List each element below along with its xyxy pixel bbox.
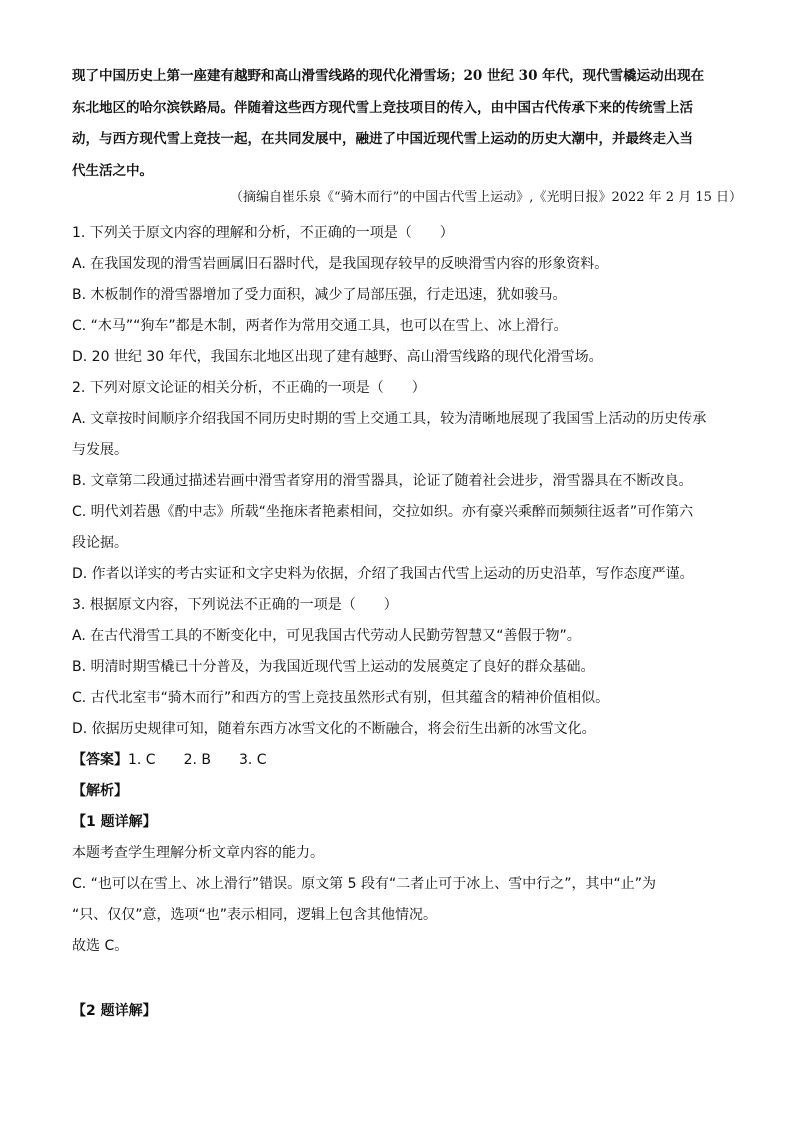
option-b: B. 文章第二段通过描述岩画中滑雪者穿用的滑雪器具，论证了随着社会进步，滑雪器具在不断改良。 (72, 473, 693, 489)
question-stem: 1. 下列关于原文内容的理解和分析，不正确的一项是（ ） (72, 225, 454, 241)
detail-1-line: C. “也可以在雪上、冰上滑行”错误。原文第 5 段有“二者止可于冰上、雪中行之”，其中“止”为 (72, 876, 656, 892)
option-d: D. 依据历史规律可知，随着东西方冰雪文化的不断融合，将会衍生出新的冰雪文化。 (72, 721, 596, 737)
passage-line: 代生活之中。 (72, 162, 153, 179)
option-c: C. 古代北室韦“骑木而行”和西方的雪上竞技虽然形式有别，但其蕴含的精神价值相似。 (72, 690, 610, 706)
detail-2-title: 【2 题详解】 (72, 1003, 157, 1019)
answer-section (72, 745, 737, 962)
option-a-cont: 与发展。 (72, 442, 128, 458)
option-b: B. 明清时期雪橇已十分普及，为我国近现代雪上运动的发展奠定了良好的群众基础。 (72, 659, 595, 675)
passage-line: 现了中国历史上第一座建有越野和高山滑雪线路的现代化滑雪场；20 世纪 30 年代，现代雪橇运动出现在 (72, 68, 705, 84)
option-a: A. 在古代滑雪工具的不断变化中，可见我国古代劳动人民勤劳智慧又“善假于物”。 (72, 628, 581, 644)
question-stem: 3. 根据原文内容，下列说法不正确的一项是（ ） (72, 597, 398, 613)
passage-text (72, 61, 732, 187)
option-b: B. 木板制作的滑雪器增加了受力面积，减少了局部压强，行走迅速，犹如骏马。 (72, 287, 567, 303)
question-3 (72, 590, 737, 745)
question-2 (72, 373, 737, 590)
answer-tag: 【答案】 (72, 752, 128, 768)
detail-2 (72, 996, 737, 1027)
answer-text: 1. C 2. B 3. C (128, 752, 267, 768)
option-a: A. 文章按时间顺序介绍我国不同历史时期的雪上交通工具，较为清晰地展现了我国雪上活动的历史传承 (72, 411, 707, 427)
analysis-tag: 【解析】 (72, 783, 128, 799)
option-d: D. 作者以详实的考古实证和文字史料为依据，介绍了我国古代雪上运动的历史沿革，写作态度严谨。 (72, 566, 694, 582)
answer-line (72, 745, 737, 776)
option-a: A. 在我国发现的滑雪岩画属旧石器时代，是我国现存较早的反映滑雪内容的形象资料。 (72, 256, 609, 272)
detail-1-line: 本题考查学生理解分析文章内容的能力。 (72, 845, 324, 861)
option-c: C. “木马”“狗车”都是木制，两者作为常用交通工具，也可以在雪上、冰上滑行。 (72, 318, 568, 334)
option-c-cont: 段论据。 (72, 535, 128, 551)
detail-1-title: 【1 题详解】 (72, 814, 157, 830)
passage-line: 动，与西方现代雪上竞技一起，在共同发展中，融进了中国近现代雪上运动的历史大潮中，并最终走入当 (72, 131, 693, 147)
passage-line: 东北地区的哈尔滨铁路局。伴随着这些西方现代雪上竞技项目的传入，由中国古代传承下来的传统雪上活 (72, 99, 693, 116)
question-stem: 2. 下列对原文论证的相关分析，不正确的一项是（ ） (72, 380, 426, 396)
option-c: C. 明代刘若愚《酌中志》所载“坐拖床者艳素相间，交拉如织。亦有豪兴乘醉而频频往返者”可作第六 (72, 504, 694, 520)
source-citation: （摘编自崔乐泉《“骑木而行”的中国古代雪上运动》,《光明日报》2022 年 2 月 15 日） (230, 190, 742, 205)
option-d: D. 20 世纪 30 年代，我国东北地区出现了建有越野、高山滑雪线路的现代化滑雪场。 (72, 349, 603, 365)
detail-1-line: “只、仅仅”意，选项“也”表示相同，逻辑上包含其他情况。 (72, 907, 438, 923)
detail-1-line: 故选 C。 (72, 938, 129, 954)
question-1 (72, 218, 737, 373)
